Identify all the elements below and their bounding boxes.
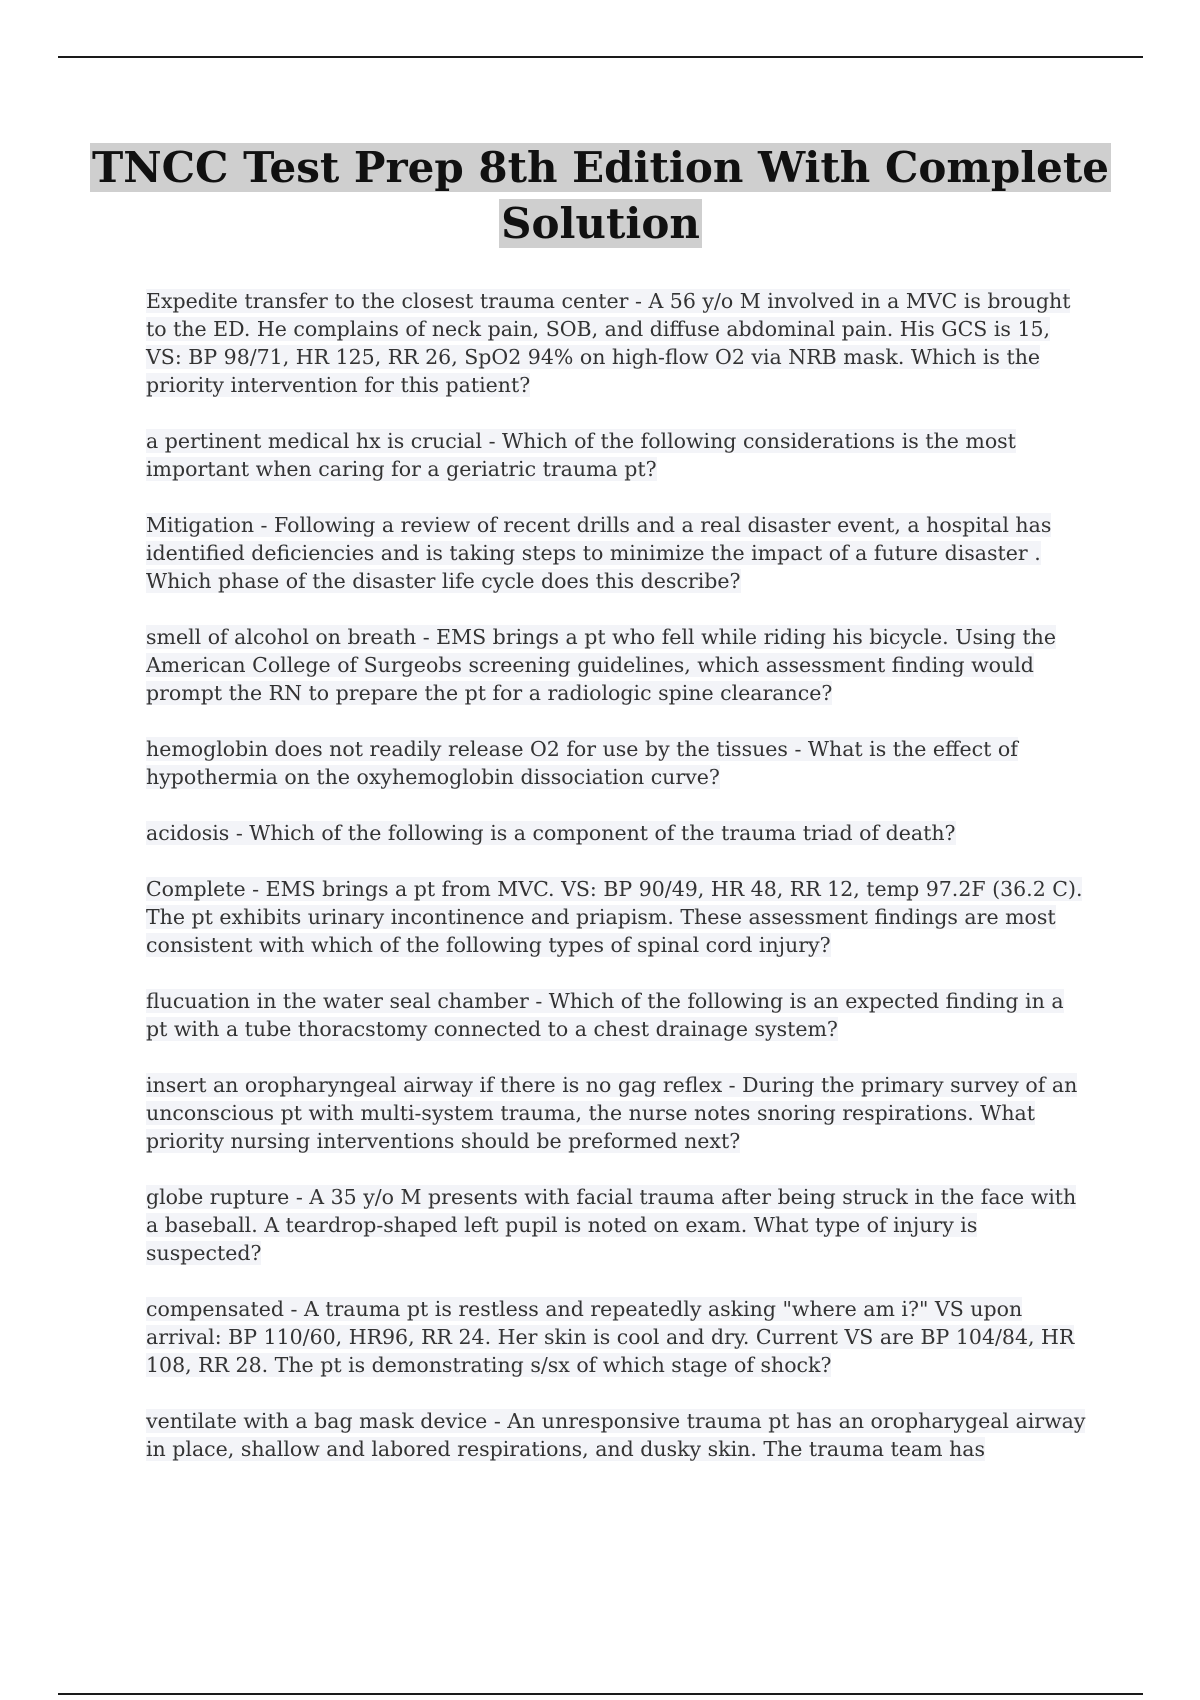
qa-item-7: Complete - EMS brings a pt from MVC. VS: BP 90/49, HR 48, RR 12, temp 97.2F (36.2 C). The pt exhibits urinary incontinence and priapism. These assessment findings are most consistent with which of the following types of spinal cord injury? — [146, 877, 1083, 957]
qa-item-12: ventilate with a bag mask device - An unresponsive trauma pt has an oropharygeal airway in place, shallow and labored respirations, and dusky skin. The trauma team has — [146, 1409, 1086, 1461]
question: Which of the following considerations is the most important when caring for a geriatric trauma pt? — [146, 429, 1016, 481]
qa-item-3: Mitigation - Following a review of recent drills and a real disaster event, a hospital has identified deficiencies and is taking steps to minimize the impact of a future disaster . Which phase of the disaster life cycle does this describe? — [146, 513, 1052, 593]
question: EMS brings a pt who fell while riding his bicycle. Using the American College of Surgeobs screening guidelines, which assessment finding would prompt the RN to prepare the pt for a radiologic spine clearance? — [146, 625, 1056, 705]
qa-item-4: smell of alcohol on breath - EMS brings a pt who fell while riding his bicycle. Using the American College of Surgeobs screening guidelines, which assessment finding would prompt the RN to prepare the pt for a radiologic spine clearance? — [146, 625, 1056, 705]
question: A 56 y/o M involved in a MVC is brought to the ED. He complains of neck pain, SOB, and diffuse abdominal pain. His GCS is 15, VS: BP 98/71, HR 125, RR 26, SpO2 94% on high-flow O2 via NRB mask. Which is the priority intervention for this patient? — [146, 289, 1071, 397]
answer: hemoglobin does not readily release O2 for use by the tissues — [146, 737, 788, 761]
qa-item-6: acidosis - Which of the following is a component of the trauma triad of death? — [146, 821, 956, 845]
page-title: TNCC Test Prep 8th Edition With Complete Solution — [91, 143, 1109, 248]
answer: insert an oropharyngeal airway if there is no gag reflex — [146, 1073, 723, 1097]
question: A trauma pt is restless and repeatedly asking "where am i?" VS upon arrival: BP 110/60, HR96, RR 24. Her skin is cool and dry. Current VS are BP 104/84, HR 108, RR 28. The pt is demonstrating s/sx of which stage of shock? — [146, 1297, 1075, 1377]
answer: a pertinent medical hx is crucial — [146, 429, 483, 453]
answer: flucuation in the water seal chamber — [146, 989, 529, 1013]
question: Following a review of recent drills and a real disaster event, a hospital has identified deficiencies and is taking steps to minimize the impact of a future disaster . Which phase of the disaster life cycle does this describe? — [146, 513, 1052, 593]
answer: Mitigation — [146, 513, 255, 537]
question: Which of the following is an expected finding in a pt with a tube thoracstomy connected to a chest drainage system? — [146, 989, 1064, 1041]
question: An unresponsive trauma pt has an oropharygeal airway in place, shallow and labored respirations, and dusky skin. The trauma team has — [146, 1409, 1086, 1461]
title-block — [58, 140, 1143, 252]
answer: compensated — [146, 1297, 284, 1321]
answer: acidosis — [146, 821, 230, 845]
qa-item-1: Expedite transfer to the closest trauma center - A 56 y/o M involved in a MVC is brought to the ED. He complains of neck pain, SOB, and diffuse abdominal pain. His GCS is 15, VS: BP 98/71, HR 125, RR 26, SpO2 94% on high-flow O2 via NRB mask. Which is the priority intervention for this patient? — [146, 289, 1071, 397]
answer: globe rupture — [146, 1185, 290, 1209]
question: A 35 y/o M presents with facial trauma after being struck in the face with a baseball. A teardrop-shaped left pupil is noted on exam. What type of injury is suspected? — [146, 1185, 1077, 1265]
answer: ventilate with a bag mask device — [146, 1409, 488, 1433]
question: What is the effect of hypothermia on the oxyhemoglobin dissociation curve? — [146, 737, 1018, 789]
qa-item-5: hemoglobin does not readily release O2 for use by the tissues - What is the effect of hypothermia on the oxyhemoglobin dissociation curve? — [146, 737, 1018, 789]
header-rule — [58, 56, 1143, 58]
qa-list — [146, 287, 1091, 1491]
qa-item-8: flucuation in the water seal chamber - Which of the following is an expected finding in a pt with a tube thoracstomy connected to a chest drainage system? — [146, 989, 1064, 1041]
qa-item-11: compensated - A trauma pt is restless and repeatedly asking "where am i?" VS upon arrival: BP 110/60, HR96, RR 24. Her skin is cool and dry. Current VS are BP 104/84, HR 108, RR 28. The pt is demonstrating s/sx of which stage of shock? — [146, 1297, 1075, 1377]
answer: Complete — [146, 877, 246, 901]
question: Which of the following is a component of the trauma triad of death? — [249, 821, 956, 845]
footer-rule — [58, 1693, 1143, 1695]
qa-item-9: insert an oropharyngeal airway if there is no gag reflex - During the primary survey of an unconscious pt with multi-system trauma, the nurse notes snoring respirations. What priority nursing interventions should be preformed next? — [146, 1073, 1078, 1153]
qa-item-10: globe rupture - A 35 y/o M presents with facial trauma after being struck in the face with a baseball. A teardrop-shaped left pupil is noted on exam. What type of injury is suspected? — [146, 1185, 1077, 1265]
question: During the primary survey of an unconscious pt with multi-system trauma, the nurse notes snoring respirations. What priority nursing interventions should be preformed next? — [146, 1073, 1078, 1153]
answer: smell of alcohol on breath — [146, 625, 417, 649]
question: EMS brings a pt from MVC. VS: BP 90/49, HR 48, RR 12, temp 97.2F (36.2 C). The pt exhibits urinary incontinence and priapism. These assessment findings are most consistent with which of the following types of spinal cord injury? — [146, 877, 1083, 957]
qa-item-2: a pertinent medical hx is crucial - Which of the following considerations is the most important when caring for a geriatric trauma pt? — [146, 429, 1016, 481]
answer: Expedite transfer to the closest trauma center — [146, 289, 629, 313]
